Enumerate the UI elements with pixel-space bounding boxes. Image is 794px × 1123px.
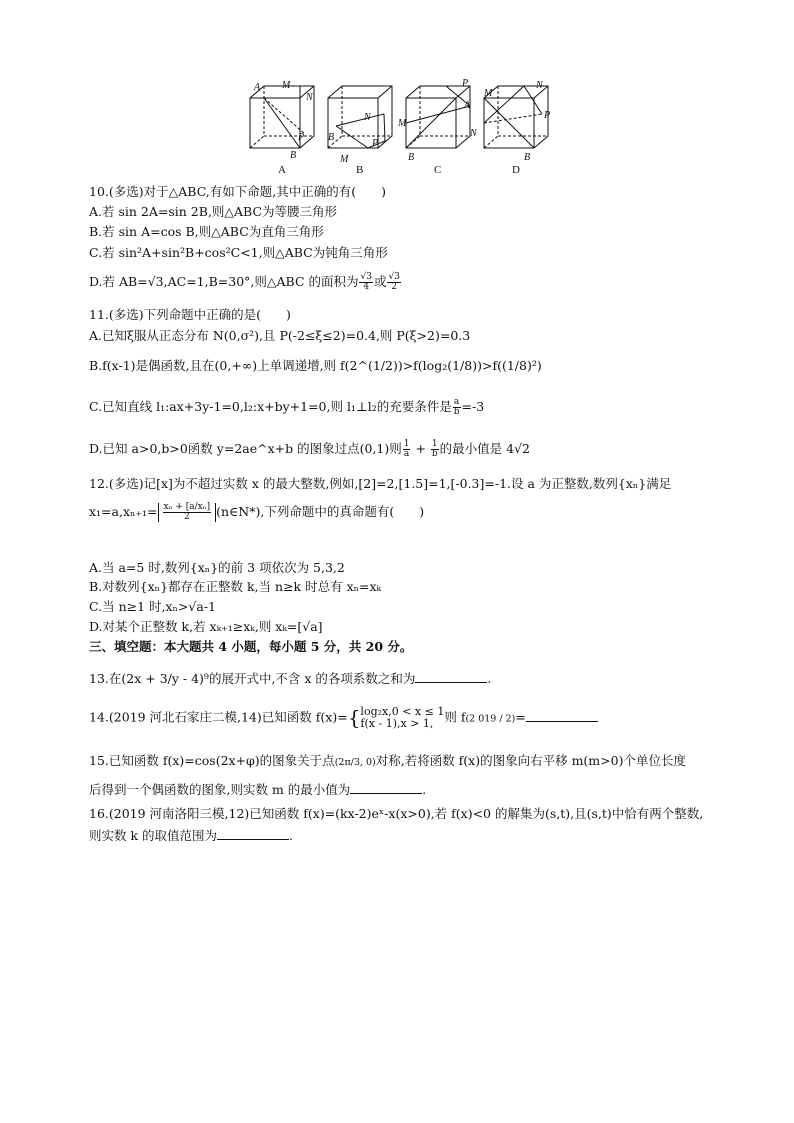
q11-option-c bbox=[89, 398, 484, 417]
q11-c-frac-num: a bbox=[453, 397, 460, 407]
q16-l2-text: 则实数 k 的取值范围为 bbox=[89, 828, 218, 843]
cube-diagrams bbox=[240, 78, 560, 178]
q16-line-2 bbox=[89, 827, 293, 844]
q12-floor-bracket bbox=[158, 503, 217, 522]
q16-answer-blank[interactable] bbox=[217, 827, 289, 840]
q10-option-d bbox=[89, 273, 402, 292]
svg-text:M: M bbox=[282, 80, 291, 91]
q12-definition bbox=[89, 503, 424, 522]
q10-d-frac1-den: 4 bbox=[363, 282, 370, 292]
q15-l1-post: 对称,若将函数 f(x)的图象向右平移 m(m>0)个单位长度 bbox=[375, 753, 686, 768]
q13-pre: 13.在 bbox=[89, 671, 122, 686]
q10-option-a: A.若 sin 2A=sin 2B,则△ABC为等腰三角形 bbox=[89, 204, 338, 219]
q12-def-frac bbox=[163, 503, 212, 522]
q14-answer-blank[interactable] bbox=[526, 709, 598, 722]
q11-option-a: A.已知ξ服从正态分布 N(0,σ²),且 P(-2≤ξ≤2)=0.4,则 P(ξ>2)=0.3 bbox=[89, 328, 471, 343]
q14-post: = bbox=[515, 709, 526, 725]
figure-label-d: D bbox=[512, 164, 520, 176]
q10-d-frac1-num: √3 bbox=[360, 272, 372, 282]
q12-def-pre: x₁=a,xₙ₊₁= bbox=[89, 504, 158, 519]
q11-option-b: B.f(x-1)是偶函数,且在(0,+∞)上单调递增,则 f(2^(1/2))>f(log₂(1/8))>f((1/8)²) bbox=[89, 358, 542, 373]
q11-d-frac1-den: a bbox=[403, 449, 410, 459]
q10-d-text: D.若 AB=√3,AC=1,B=30°,则△ABC 的面积为 bbox=[89, 274, 359, 289]
q11-c-frac bbox=[453, 398, 461, 417]
svg-text:A: A bbox=[254, 82, 261, 93]
q14 bbox=[89, 706, 598, 730]
svg-text:N: N bbox=[536, 80, 543, 91]
cube-d bbox=[484, 86, 551, 148]
svg-text:P: P bbox=[298, 132, 305, 143]
q12-option-c: C.当 n≥1 时,xₙ>√a-1 bbox=[89, 599, 217, 614]
q14-case-2: f(x - 1),x > 1, bbox=[360, 717, 434, 730]
q10-option-b: B.若 sin A=cos B,则△ABC为直角三角形 bbox=[89, 224, 324, 239]
q11-d-frac2-den: b bbox=[431, 449, 438, 459]
q11-option-d bbox=[89, 440, 530, 459]
svg-text:P: P bbox=[372, 138, 379, 149]
q14-arg: (2 019 / 2) bbox=[465, 713, 516, 725]
q12-def-bot: 2 bbox=[183, 512, 190, 522]
q13-end: . bbox=[487, 671, 492, 686]
q11-stem: 11.(多选)下列命题中正确的是( ) bbox=[89, 307, 291, 322]
q10-d-frac2 bbox=[387, 273, 400, 292]
svg-text:M: M bbox=[484, 88, 493, 99]
q15-l1-pre: 15.已知函数 f(x)=cos(2x+φ)的图象关于点 bbox=[89, 753, 335, 768]
cube-a bbox=[250, 86, 314, 148]
q11-c-text: C.已知直线 l₁:ax+3y-1=0,l₂:x+by+1=0,则 l₁⊥l₂的充要条件是 bbox=[89, 399, 452, 414]
q10-option-c: C.若 sin²A+sin²B+cos²C<1,则△ABC为钝角三角形 bbox=[89, 245, 388, 260]
q16-line-1: 16.(2019 河南洛阳三模,12)已知函数 f(x)=(kx-2)eˣ-x(x>0),若 f(x)<0 的解集为(s,t),且(s,t)中恰有两个整数, bbox=[89, 806, 704, 821]
q13-post: 的展开式中,不含 x 的各项系数之和为 bbox=[208, 671, 416, 686]
q11-c-post: =-3 bbox=[461, 399, 485, 414]
q15-line-1 bbox=[89, 752, 686, 771]
q15-end: . bbox=[422, 782, 427, 797]
q11-d-frac2 bbox=[431, 440, 439, 459]
q14-case-1: log₂x,0 < x ≤ 1 bbox=[360, 705, 445, 718]
svg-text:B: B bbox=[408, 152, 415, 163]
q10-stem: 10.(多选)对于△ABC,有如下命题,其中正确的有( ) bbox=[89, 184, 387, 199]
q14-cases bbox=[360, 706, 444, 730]
figure-label-c: C bbox=[434, 164, 442, 176]
svg-text:N: N bbox=[306, 92, 313, 103]
q11-d-frac1-num: 1 bbox=[403, 439, 410, 449]
q15-answer-blank[interactable] bbox=[350, 781, 422, 794]
q10-d-frac2-den: 2 bbox=[391, 282, 398, 292]
q12-def-post: (n∈N*),下列命题中的真命题有( ) bbox=[216, 504, 425, 519]
q10-d-or: 或 bbox=[373, 274, 387, 289]
figure-label-a: A bbox=[278, 164, 286, 176]
svg-text:A: A bbox=[464, 100, 471, 111]
q13 bbox=[89, 670, 491, 687]
q15-line-2 bbox=[89, 781, 426, 798]
cube-b bbox=[328, 86, 392, 148]
q12-stem: 12.(多选)记[x]为不超过实数 x 的最大整数,例如,[2]=2,[1.5]=1,[-0.3]=-1.设 a 为正整数,数列{xₙ}满足 bbox=[89, 476, 672, 491]
q14-brace: { bbox=[347, 705, 361, 730]
q11-d-frac2-num: 1 bbox=[431, 439, 438, 449]
q16-end: . bbox=[289, 828, 294, 843]
q14-pre: 14.(2019 河北石家庄二模,14)已知函数 f(x)= bbox=[89, 709, 348, 725]
svg-text:N: N bbox=[470, 128, 477, 139]
q11-d-post: 的最小值是 4√2 bbox=[439, 441, 531, 456]
q15-l2-text: 后得到一个偶函数的图象,则实数 m 的最小值为 bbox=[89, 782, 351, 797]
q12-option-a: A.当 a=5 时,数列{xₙ}的前 3 项依次为 5,3,2 bbox=[89, 560, 345, 575]
q10-d-frac2-num: √3 bbox=[388, 272, 400, 282]
svg-text:P: P bbox=[544, 110, 551, 121]
q12-option-d: D.对某个正整数 k,若 xₖ₊₁≥xₖ,则 xₖ=[√a] bbox=[89, 619, 323, 634]
svg-text:N: N bbox=[364, 112, 371, 123]
q10-d-frac1 bbox=[359, 273, 372, 292]
section-3-heading: 三、填空题：本大题共 4 小题，每小题 5 分，共 20 分。 bbox=[89, 639, 413, 654]
cube-figures bbox=[240, 78, 560, 178]
q11-d-text: D.已知 a>0,b>0函数 y=2ae^x+b 的图象过点(0,1)则 bbox=[89, 441, 402, 456]
q12-def-top: xₙ + [a/xₙ] bbox=[163, 502, 211, 512]
q11-d-frac1 bbox=[403, 440, 411, 459]
q14-mid: 则 f bbox=[444, 709, 466, 725]
q13-answer-blank[interactable] bbox=[415, 670, 487, 683]
svg-text:M: M bbox=[398, 118, 407, 129]
figure-label-b: B bbox=[356, 164, 364, 176]
svg-text:P: P bbox=[462, 78, 469, 89]
q15-point: (2π/3, 0) bbox=[334, 757, 376, 768]
q11-d-plus: + bbox=[411, 441, 430, 456]
q11-c-frac-den: b bbox=[453, 407, 460, 417]
svg-text:B: B bbox=[328, 132, 335, 143]
q13-expr: (2x + 3/y - 4)⁹ bbox=[121, 671, 209, 686]
q12-option-b: B.对数列{xₙ}都存在正整数 k,当 n≥k 时总有 xₙ=xₖ bbox=[89, 579, 382, 594]
cube-c bbox=[406, 86, 470, 148]
svg-text:B: B bbox=[524, 152, 531, 163]
svg-text:B: B bbox=[290, 150, 297, 161]
svg-text:M: M bbox=[340, 154, 349, 165]
